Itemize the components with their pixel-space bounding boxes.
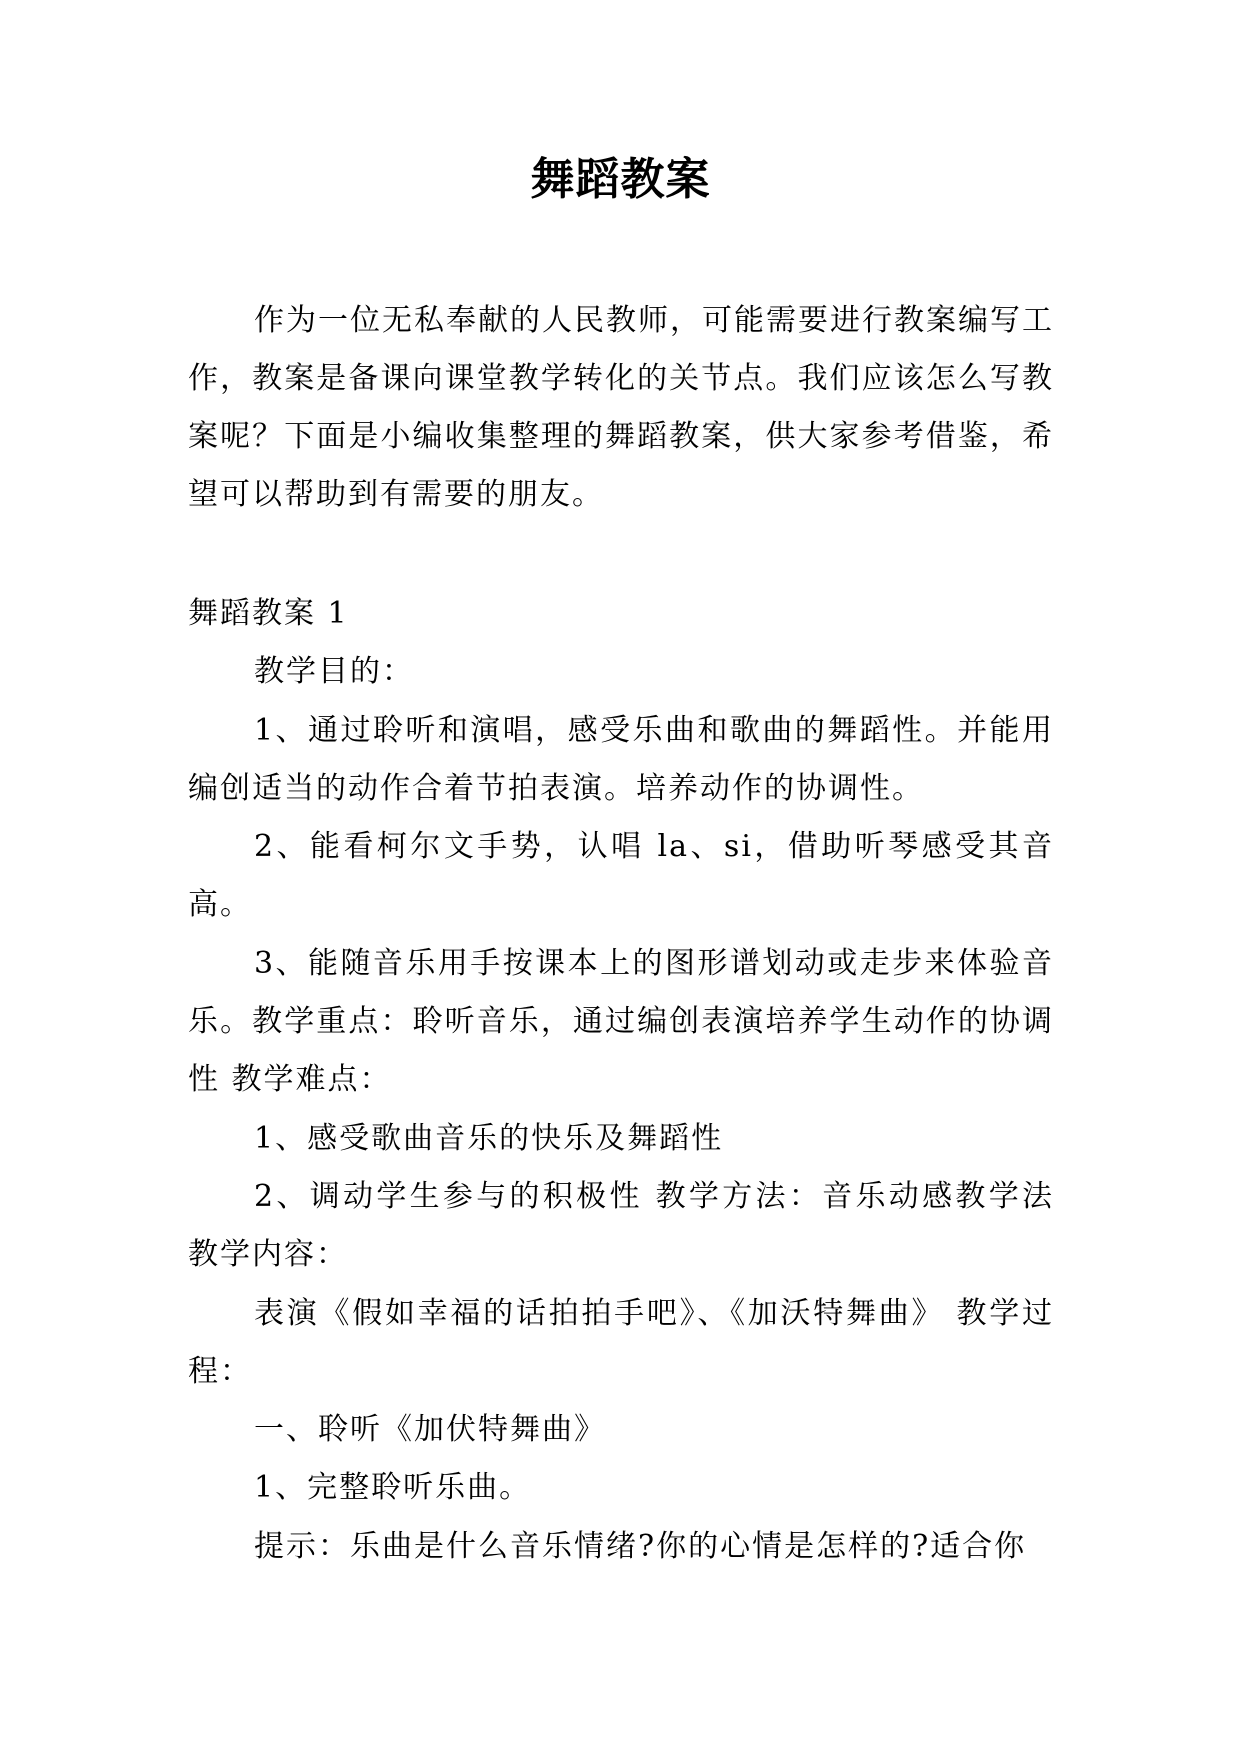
paragraph: 1、感受歌曲音乐的快乐及舞蹈性 <box>254 1120 724 1156</box>
paragraph: 一、聆听《加伏特舞曲》 <box>254 1412 606 1448</box>
lesson-plan-body <box>188 585 1054 1576</box>
paragraph: 2、能看柯尔文手势，认唱 la、si，借助听琴感受其音高。 <box>188 829 1054 923</box>
paragraph: 1、通过聆听和演唱，感受乐曲和歌曲的舞蹈性。并能用编创适当的动作合着节拍表演。培养动作的协调性。 <box>188 712 1054 806</box>
paragraph: 教学目的： <box>254 654 414 690</box>
paragraph: 表演《假如幸福的话拍拍手吧》、《加沃特舞曲》 教学过程： <box>188 1295 1054 1389</box>
intro-block <box>188 292 1054 524</box>
section-title: 舞蹈教案 1 <box>188 596 349 631</box>
paragraph: 1、完整聆听乐曲。 <box>254 1470 532 1506</box>
paragraph: 提示：乐曲是什么音乐情绪?你的心情是怎样的?适合你 <box>254 1528 1027 1564</box>
document-title: 舞蹈教案 <box>530 154 711 205</box>
paragraph: 3、能随音乐用手按课本上的图形谱划动或走步来体验音乐。教学重点：聆听音乐，通过编创表演培养学生动作的协调性 教学难点： <box>188 945 1054 1098</box>
intro-paragraph: 作为一位无私奉献的人民教师，可能需要进行教案编写工作，教案是备课向课堂教学转化的关节点。我们应该怎么写教案呢？下面是小编收集整理的舞蹈教案，供大家参考借鉴，希望可以帮助到有需要的朋友。 <box>188 303 1054 512</box>
paragraph: 2、调动学生参与的积极性 教学方法：音乐动感教学法 教学内容： <box>188 1178 1054 1273</box>
